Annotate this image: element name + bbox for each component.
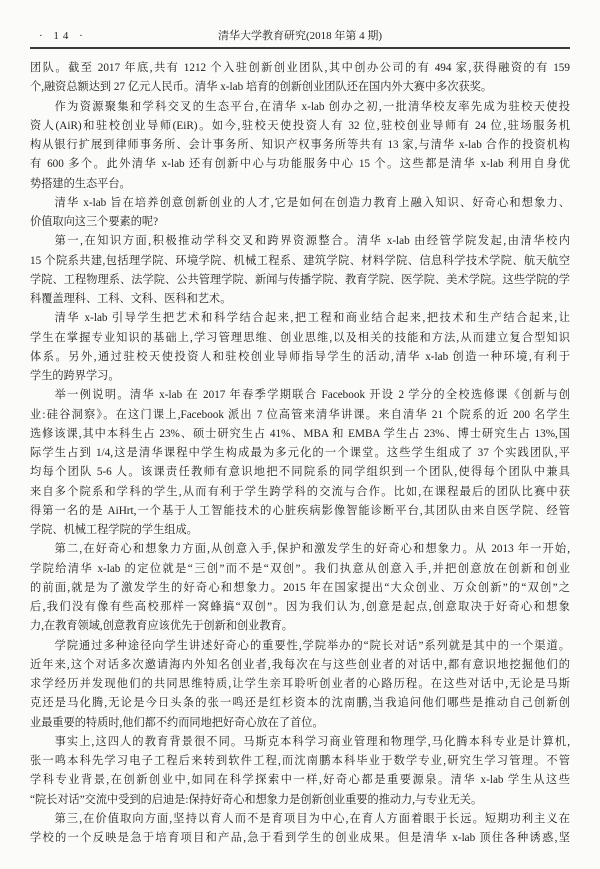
text-line: 选修该课,其中本科生占 23%、硕士研究生占 41%、MBA 和 EMBA 学生占 23%、博士研究生占 13%,国 bbox=[30, 427, 570, 440]
text-line: 均每个团队 5-6 人。该课责任教师有意识地把不同院系的同学组织到一个团队,使得每个团队中兼具 bbox=[30, 466, 570, 479]
text-line: 作为资源聚集和学科交叉的生态平台,在清华 x-lab 创办之初,一批清华校友率先成为驻校天使投 bbox=[54, 100, 570, 113]
text-line: 力,在教育领域,创意教育应该优先于创新和创业教育。 bbox=[30, 620, 293, 633]
text-line: 学院给清华 x-lab 的定位就是“三创”而不是“双创”。我们执意从创意入手,并把创意放在创新和创业 bbox=[30, 562, 570, 575]
text-line: 学院、工程物理系、法学院、公共管理学院、新闻与传播学院、教育学院、医学院、美术学院。这些学院的学 bbox=[30, 273, 570, 286]
text-line: 资人(AiR)和驻校创业导师(EiR)。如今,驻校天使投资人有 32 位,驻校创业导师有 24 位,驻场服务机 bbox=[30, 119, 570, 132]
article-body bbox=[30, 59, 570, 848]
text-line: 得第一名的是 AiHrt,一个基于人工智能技术的心脏疾病影像智能诊断平台,其团队由来自医学院、经管 bbox=[30, 504, 570, 517]
page-number: · 14 · bbox=[39, 30, 87, 42]
text-line: 学生在掌握专业知识的基础上,学习管理思维、创业思维,以及相关的技能和方法,从而建立复合型知识 bbox=[30, 331, 570, 344]
text-line: 的前面,就是为了激发学生的好奇心和想象力。2015 年在国家提出“大众创业、万众创新”的“双创”之 bbox=[30, 581, 570, 594]
text-line: 克还是马化腾,无论是今日头条的张一鸣还是红杉资本的沈南鹏,当我追问他们哪些是推动自己创新创 bbox=[30, 697, 570, 710]
text-line: 事实上,这四人的教育背景很不同。马斯克本科学习商业管理和物理学,马化腾本科专业是计算机, bbox=[54, 735, 570, 748]
text-line: 个,融资总额达到 27 亿元人民币。清华 x-lab 培育的创新创业团队还在国内外大赛中多次获奖。 bbox=[30, 81, 493, 94]
text-line: 构从银行扩展到律师事务所、会计事务所、知识产权事务所等共有 13 家,与清华 x-lab 合作的投资机构 bbox=[30, 139, 570, 151]
text-line: 15 个院系共建,包括理学院、环境学院、机械工程系、建筑学院、材料学院、信息科学技术学院、航天航空 bbox=[30, 254, 570, 267]
text-line: 后,我们没有像有些高校那样一窝蜂搞“双创”。因为我们认为,创意是起点,创意取决于好奇心和想象 bbox=[30, 601, 570, 613]
text-line: 学院、机械工程学院的学生组成。 bbox=[30, 524, 198, 536]
text-line: 求学经历并发现他们的共同思维特质,让学生亲耳聆听创业者的心路历程。在这些对话中,无论是马斯 bbox=[30, 678, 570, 690]
text-line: 体系。另外,通过驻校天使投资人和驻校创业导师指导学生的活动,清华 x-lab 创造一种环境,有利于 bbox=[30, 350, 570, 363]
text-line: 有 600 多个。此外清华 x-lab 还有创新中心与功能服务中心 15 个。这些都是清华 x-lab 利用自身优 bbox=[30, 158, 570, 171]
text-line: 际学生占到 1/4,这是清华课程中学生构成最为多元化的一个课堂。这些学生组成了 37 个实践团队,平 bbox=[30, 447, 570, 459]
text-line: 第三,在价值取向方面,坚持以育人而不是育项目为中心,在育人方面着眼于长远。短期功利主义在 bbox=[54, 812, 570, 825]
text-line: “院长对话”交流中受到的启迪是:保持好奇心和想象力是创新创业重要的推动力,与专业无关。 bbox=[30, 793, 483, 806]
text-line: 学校的一个反映是急于培育项目和产品,急于看到学生的创业成果。但是清华 x-lab 顶住各种诱惑,坚 bbox=[30, 832, 570, 844]
text-line: 业最重要的特质时,他们都不约而同地把好奇心放在了首位。 bbox=[30, 716, 324, 729]
text-line: 来自多个院系和学科的学生,从而有利于学生跨学科的交流与合作。比如,在课程最后的团队比赛中获 bbox=[30, 485, 570, 498]
text-line: 清华 x-lab 引导学生把艺术和科学结合起来,把工程和商业结合起来,把技术和生产结合起来,让 bbox=[54, 312, 570, 325]
text-line: 团队。截至 2017 年底,共有 1212 个入驻创新创业团队,其中创办公司的有 494 家,获得融资的有 159 bbox=[30, 62, 570, 74]
text-line: 近年来,这个对话多次邀请海内外知名创业者,我每次在与这些创业者的对话中,都有意识地挖掘他们的 bbox=[30, 658, 570, 671]
journal-title: 清华大学教育研究(2018 年第 4 期) bbox=[217, 30, 383, 42]
text-line: 第二,在好奇心和想象力方面,从创意入手,保护和激发学生的好奇心和想象力。从 2013 年一开始, bbox=[54, 543, 570, 556]
header-divider-rule bbox=[30, 47, 570, 49]
text-line: 举一例说明。清华 x-lab 在 2017 年春季学期联合 Facebook 开设 2 学分的全校选修课《创新与创 bbox=[54, 389, 570, 402]
text-line: 张一鸣本科先学习电子工程后来转到软件工程,而沈南鹏本科毕业于数学专业,研究生学习管理。不管 bbox=[30, 755, 570, 767]
text-line: 学院通过多种途径向学生讲述好奇心的重要性,学院举办的“院长对话”系列就是其中的一个渠道。 bbox=[54, 639, 570, 652]
text-line: 学科专业背景,在创新创业中,如同在科学探索中一样,好奇心都是重要源泉。清华 x-lab 学生从这些 bbox=[30, 774, 570, 787]
text-line: 势搭建的生态平台。 bbox=[30, 177, 131, 190]
text-line: 科覆盖理科、工科、文科、医科和艺术。 bbox=[30, 293, 232, 305]
text-line: 第一,在知识方面,积极推动学科交叉和跨界资源整合。清华 x-lab 由经管学院发起,由清华校内 bbox=[54, 235, 570, 248]
page-header bbox=[30, 28, 570, 44]
text-line: 清华 x-lab 旨在培养创意创新创业的人才,它是如何在创造力教育上融入知识、好奇心和想象力、 bbox=[54, 196, 570, 209]
text-line: 学生的跨界学习。 bbox=[30, 370, 120, 382]
text-line: 业:硅谷洞察》。在这门课上,Facebook 派出 7 位高管来清华讲课。来自清华 21 个院系的近 200 名学生 bbox=[30, 408, 570, 421]
text-line: 价值取向这三个要素的呢? bbox=[30, 216, 159, 228]
